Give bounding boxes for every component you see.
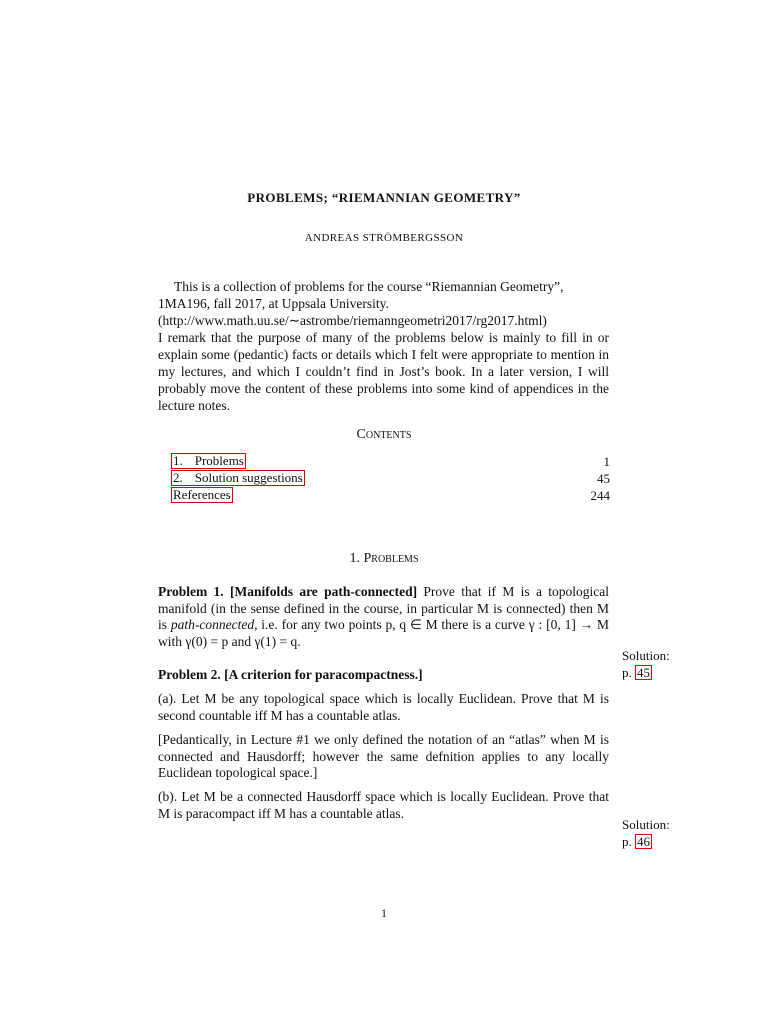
toc-link-problems[interactable] <box>171 453 246 469</box>
toc-label: Solution suggestions <box>194 470 303 485</box>
problem-text: , i.e. for any two points p, q ∈ M there is a curve γ : [0, 1] → M with γ(0) = p and γ(1) = q. <box>158 617 609 649</box>
solution-label: Solution: <box>622 817 670 832</box>
problem-text: Prove that if M is a topological manifold (in the sense defined in the course, in particular M is connected) then M is <box>158 584 609 632</box>
problem-label: Problem 2. <box>158 667 221 682</box>
toc-page: 1 <box>603 454 610 469</box>
section-heading <box>0 551 768 567</box>
toc-number: 1. <box>173 453 183 468</box>
toc-number: 2. <box>173 470 183 485</box>
paper-title: PROBLEMS; “RIEMANNIAN GEOMETRY” <box>247 190 521 205</box>
page-number: 1 <box>381 906 387 920</box>
toc-link-solutions[interactable] <box>171 470 305 486</box>
section-number: 1. <box>349 551 360 566</box>
toc-row <box>172 487 610 504</box>
table-of-contents <box>172 453 610 504</box>
toc-label: References <box>173 487 231 502</box>
solution-prefix: p. <box>622 834 632 849</box>
contents-heading: Contents <box>356 427 412 442</box>
solution-note-2 <box>622 816 670 850</box>
toc-link-references[interactable] <box>171 487 233 503</box>
problem-2-part-a: (a). Let M be any topological space which is locally Euclidean. Prove that M is second countable iff M has a countable atlas. <box>158 691 609 723</box>
problem-2-pedantic-note: [Pedantically, in Lecture #1 we only defined the notation of an “atlas” when M is connected and Hausdorff; however the same defnition applies to any locally Euclidean topological space.] <box>158 732 609 780</box>
author-name: ANDREAS STRÖMBERGSSON <box>304 232 464 244</box>
problem-2-part-b: (b). Let M be a connected Hausdorff space which is locally Euclidean. Prove that M is paracompact iff M has a countable atlas. <box>158 789 609 821</box>
intro-url[interactable]: (http://www.math.uu.se/∼astrombe/riemanngeometri2017/rg2017.html) <box>158 313 547 328</box>
solution-note-1 <box>622 647 670 681</box>
intro-line-2: 1MA196, fall 2017, at Uppsala University. <box>158 296 389 311</box>
solution-page-link[interactable]: 46 <box>637 834 650 849</box>
intro-paragraph <box>158 278 609 414</box>
toc-label: Problems <box>194 453 244 468</box>
problem-1 <box>158 584 609 650</box>
problem-topic: [Manifolds are path-connected] <box>230 584 418 599</box>
problem-label: Problem 1. <box>158 584 224 599</box>
solution-page-link[interactable]: 45 <box>637 665 650 680</box>
toc-page: 45 <box>597 471 610 486</box>
intro-line-1: This is a collection of problems for the course “Riemannian Geometry”, <box>174 279 564 294</box>
solution-prefix: p. <box>622 665 632 680</box>
problem-2-heading <box>158 667 609 684</box>
solution-label: Solution: <box>622 648 670 663</box>
intro-remark: I remark that the purpose of many of the problems below is mainly to fill in or explain some (pedantic) facts or details which I felt were appropriate to mention in my lectures, and which I couldn’t find in Jost’s book. In a later version, I will probably move the content of these problems into some kind of appendices in the lecture notes. <box>158 330 609 413</box>
toc-page: 244 <box>590 488 610 503</box>
toc-row <box>172 470 610 487</box>
problem-topic: [A criterion for paracompactness.] <box>224 667 423 682</box>
problem-emphasis: path-connected <box>170 617 255 632</box>
section-title: Problems <box>363 551 419 566</box>
toc-row <box>172 453 610 470</box>
